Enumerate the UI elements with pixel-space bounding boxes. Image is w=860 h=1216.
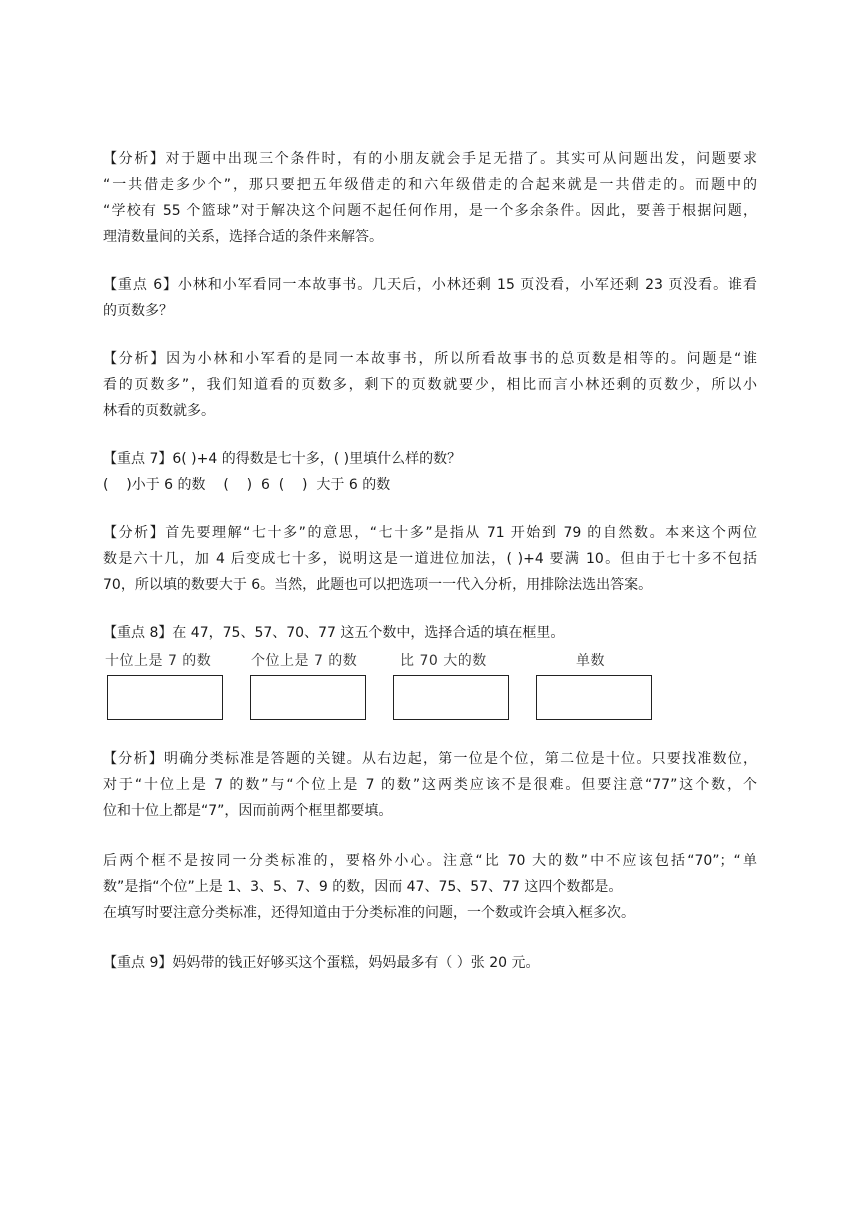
analysis-paragraph-2 — [103, 346, 757, 424]
key-point-6 — [103, 272, 757, 324]
text-line: 数”是指“个位”上是 1、3、5、7、9 的数，因而 47、75、57、77 这四个数都是。 — [103, 879, 623, 895]
text-line: 6( )+4 的得数是七十多，( )里填什么样的数？ — [172, 451, 462, 467]
answer-box-odd[interactable] — [536, 675, 652, 720]
analysis-tag: 【分析】 — [103, 151, 166, 167]
text-line: 看的页数多”，我们知道看的页数多，剩下的页数就要少，相比而言小林还剩的页数少，所以小 — [103, 377, 757, 393]
text-line: “学校有 55 个篮球”对于解决这个问题不起任何作用，是一个多余条件。因此，要善于根据问题， — [103, 203, 757, 219]
text-line: 明确分类标准是答题的关键。从右边起，第一位是个位，第二位是十位。只要找准数位， — [163, 751, 757, 767]
text-line: 对于题中出现三个条件时，有的小朋友就会手足无措了。其实可从问题出发，问题要求 — [165, 151, 758, 167]
text-line: 在 47，75、57、70、77 这五个数中，选择合适的填在框里。 — [172, 625, 565, 641]
text-line: 数是六十几，加 4 后变成七十多，说明这是一道进位加法，( )+4 要满 10。但由于七十多不包括 — [103, 551, 757, 567]
text-line: 的页数多？ — [103, 303, 173, 319]
options-line: ( )小于 6 的数 ( ) 6 ( ) 大于 6 的数 — [103, 477, 391, 493]
box-label-greater-70: 比 70 大的数 — [400, 653, 487, 669]
text-line: 位和十位上都是“7”，因而前两个框里都要填。 — [103, 803, 393, 819]
box-label-odd: 单数 — [576, 653, 605, 669]
key-point-8 — [103, 620, 757, 646]
answer-box-tens-7[interactable] — [107, 675, 223, 720]
text-line: 因为小林和小军看的是同一本故事书，所以所看故事书的总页数是相等的。问题是“谁 — [166, 351, 757, 367]
classify-labels — [103, 650, 663, 672]
key-point-tag: 【重点 9】 — [103, 955, 173, 971]
analysis-paragraph-1 — [103, 146, 757, 250]
text-line: 首先要理解“七十多”的意思，“七十多”是指从 71 开始到 79 的自然数。本来这个两位 — [165, 525, 757, 541]
text-line: 70，所以填的数要大于 6。当然，此题也可以把选项一一代入分析，用排除法选出答案。 — [103, 577, 653, 593]
text-line: 对于“十位上是 7 的数”与“个位上是 7 的数”这两类应该不是很难。但要注意“77”这个数，个 — [103, 777, 757, 793]
answer-box-ones-7[interactable] — [250, 675, 366, 720]
text-line: 妈妈带的钱正好够买这个蛋糕，妈妈最多有（ ）张 20 元。 — [172, 955, 540, 971]
text-line: 在填写时要注意分类标准，还得知道由于分类标准的问题，一个数或许会填入框多次。 — [103, 905, 635, 921]
key-point-tag: 【重点 7】 — [103, 451, 173, 467]
text-line: 林看的页数就多。 — [103, 403, 215, 419]
box-label-ones-7: 个位上是 7 的数 — [251, 653, 358, 669]
analysis-tag: 【分析】 — [103, 751, 164, 767]
analysis-tag: 【分析】 — [103, 351, 167, 367]
analysis-paragraph-4 — [103, 746, 757, 824]
text-line: 后两个框不是按同一分类标准的，要格外小心。注意“比 70 大的数”中不应该包括“70”；“单 — [103, 853, 757, 869]
text-line: 理清数量间的关系，选择合适的条件来解答。 — [103, 229, 383, 245]
text-line: 小林和小军看同一本故事书。几天后，小林还剩 15 页没看，小军还剩 23 页没看。谁看 — [177, 277, 757, 293]
box-label-tens-7: 十位上是 7 的数 — [105, 653, 212, 669]
key-point-7 — [103, 446, 757, 498]
key-point-9 — [103, 950, 757, 976]
answer-box-greater-70[interactable] — [393, 675, 509, 720]
text-line: “一共借走多少个”，那只要把五年级借走的和六年级借走的合起来就是一共借走的。而题中的 — [103, 177, 757, 193]
analysis-tag: 【分析】 — [103, 525, 166, 541]
key-point-tag: 【重点 6】 — [103, 277, 178, 293]
analysis-paragraph-5 — [103, 848, 757, 926]
key-point-tag: 【重点 8】 — [103, 625, 173, 641]
analysis-paragraph-3 — [103, 520, 757, 598]
